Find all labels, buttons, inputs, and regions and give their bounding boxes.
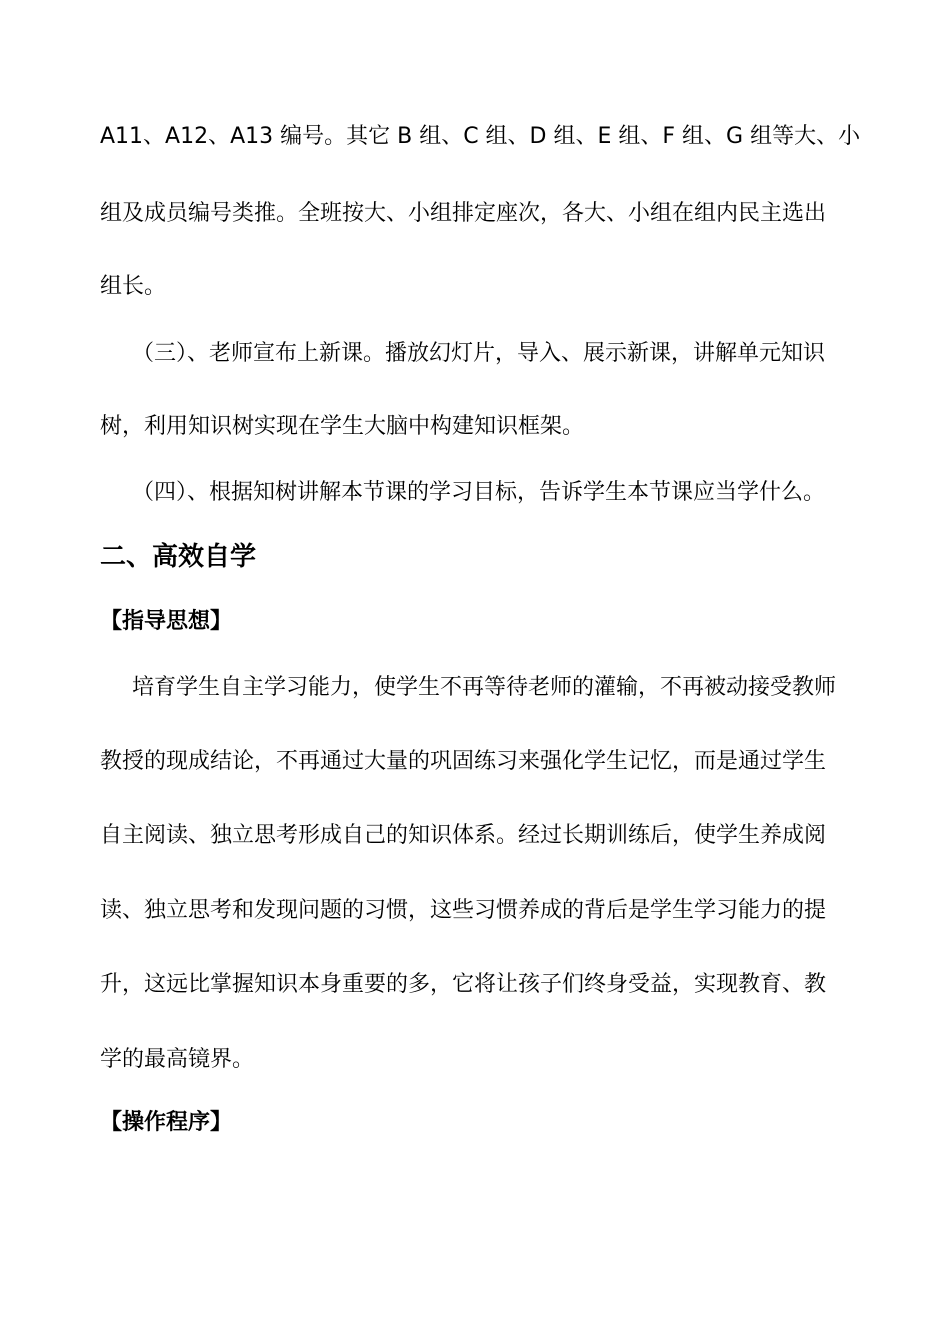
text-line: 升，这远比掌握知识本身重要的多，它将让孩子们终身受益，实现教育、教 [100,972,827,997]
text-line: 教授的现成结论，不再通过大量的巩固练习来强化学生记忆，而是通过学生 [100,749,827,774]
text-line: 读、独立思考和发现问题的习惯，这些习惯养成的背后是学生学习能力的提 [100,898,827,923]
text-line: 自主阅读、独立思考形成自己的知识体系。经过长期训练后，使学生养成阅 [100,823,827,848]
text-line: A11、A12、A13 编号。其它 B 组、C 组、D 组、E 组、F 组、G 组等大、小 [100,124,861,149]
text-line: 组及成员编号类推。全班按大、小组排定座次，各大、小组在组内民主选出 [100,201,827,226]
guiding-heading: 【指导思想】 [100,609,233,634]
text-line: 组长。 [100,274,167,299]
text-line: 培育学生自主学习能力，使学生不再等待老师的灌输，不再被动接受教师 [132,675,837,700]
text-line: （三）、老师宣布上新课。播放幻灯片，导入、展示新课，讲解单元知识 [132,341,826,366]
text-line: （四）、根据知树讲解本节课的学习目标，告诉学生本节课应当学什么。 [132,480,826,505]
procedure-heading: 【操作程序】 [100,1110,233,1135]
text-line: 树，利用知识树实现在学生大脑中构建知识框架。 [100,414,585,439]
section-title: 二、高效自学 [100,542,257,572]
text-line: 学的最高镜界。 [100,1047,255,1072]
